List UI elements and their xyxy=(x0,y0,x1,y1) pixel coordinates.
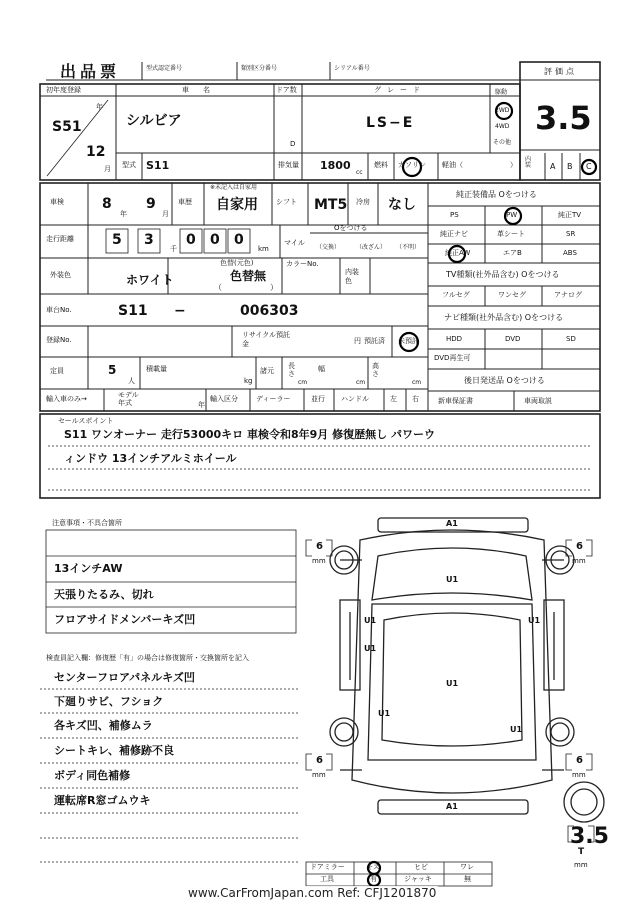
tv-title: TV種類(社外品含む) Oをつける xyxy=(446,270,560,279)
later-warranty: 新車保証書 xyxy=(438,397,473,405)
tv-oneseg: ワンセグ xyxy=(498,291,526,299)
person-unit: 人 xyxy=(128,377,135,385)
drive-2wd: 2WD xyxy=(495,107,510,114)
jack-absent: 無 xyxy=(464,875,471,883)
mileage-digit-1: 5 xyxy=(112,232,122,248)
tools-present: 有 xyxy=(370,875,377,883)
history-note: ※未記入は自家用 xyxy=(210,184,258,191)
tread-rear-left-unit: mm xyxy=(312,771,326,779)
recycle-label: リサイクル預託金 xyxy=(242,331,291,348)
score-label: 評価点 xyxy=(544,67,577,76)
sales-point-label: セールスポイント xyxy=(58,417,114,425)
mark-u1-roof: U1 xyxy=(446,679,459,688)
inspector-item-1: センターフロアパネルキズ凹 xyxy=(54,671,195,684)
drive-other: その他 xyxy=(493,139,512,146)
tv-analog: アナログ xyxy=(554,291,582,299)
navi-dvd: DVD xyxy=(505,335,521,343)
drive-label: 駆動 xyxy=(495,89,508,96)
door-unit: D xyxy=(290,140,296,148)
form-title: 出品票 xyxy=(60,62,121,81)
inspector-item-4: シートキレ、補修跡不良 xyxy=(54,744,175,757)
unknown-label: （不明） xyxy=(396,244,421,251)
first-reg-month: 12 xyxy=(86,144,106,160)
tread-front-left-unit: mm xyxy=(312,557,326,565)
right-handle: 右 xyxy=(412,395,419,403)
interior-c: C xyxy=(586,162,592,171)
import-label: 輸入車のみ→ xyxy=(46,395,87,403)
reg-no-label: 登録No. xyxy=(46,336,72,344)
history: 自家用 xyxy=(216,197,258,213)
handle-label: ハンドル xyxy=(341,395,369,403)
ac-label: 冷房 xyxy=(356,198,370,206)
tread-front-right: 6 xyxy=(576,541,583,552)
shaken-month: 9 xyxy=(146,196,156,212)
fuel-label: 燃料 xyxy=(374,161,388,169)
model-cert-label: 型式認定番号 xyxy=(146,65,183,72)
cm-unit-width: cm xyxy=(356,379,366,386)
sales-point-line2: ィンドウ 13インチアルミホイール xyxy=(64,452,237,465)
kg-unit: kg xyxy=(244,377,253,385)
chassis-dash: − xyxy=(174,303,186,319)
mark-u1-left-door: U1 xyxy=(364,644,377,653)
serial-label: シリアル番号 xyxy=(334,65,370,72)
repaint: 色替無 xyxy=(230,269,267,283)
shaken-year: 8 xyxy=(102,196,112,212)
exchange-label: （交換） xyxy=(316,244,341,251)
color-no-label: カラーNo. xyxy=(286,260,319,268)
genuine-leather: 革シート xyxy=(497,230,525,238)
mark-u1-left-front: U1 xyxy=(364,616,377,625)
mirror-broken: ワレ xyxy=(460,863,474,871)
shaken-label: 車検 xyxy=(50,198,64,206)
displacement-label: 排気量 xyxy=(278,161,299,169)
door-label: ドア数 xyxy=(276,86,297,94)
month-unit: 月 xyxy=(104,165,111,173)
grade-label: グレード xyxy=(374,86,426,94)
chassis-number: 006303 xyxy=(240,303,299,319)
mileage-mark-note: Oをつける xyxy=(334,224,368,232)
sales-point-line1: S11 ワンオーナー 走行53000キロ 車検令和8年9月 修復歴無し パワーウ xyxy=(64,428,435,441)
load-label: 積載量 xyxy=(146,365,167,373)
shaken-year-unit: 年 xyxy=(120,210,127,218)
paren-close: ） xyxy=(270,283,278,292)
model-label: 型式 xyxy=(122,161,136,169)
left-handle: 左 xyxy=(390,395,397,403)
navi-hdd: HDD xyxy=(446,335,463,343)
door-mirror-label: ドアミラー xyxy=(310,863,345,871)
capacity: 5 xyxy=(108,363,117,377)
interior-b: B xyxy=(567,162,573,171)
genuine-airbag: エアB xyxy=(503,249,522,257)
mileage-digit-3: 0 xyxy=(186,232,196,248)
ac: なし xyxy=(388,197,416,213)
grade: LS−E xyxy=(366,115,415,131)
inspector-item-3: 各キズ凹、補修ムラ xyxy=(54,719,153,732)
drive-4wd: 4WD xyxy=(495,123,510,130)
tread-spare: T xyxy=(578,847,585,857)
genuine-pw: PW xyxy=(506,211,518,219)
mirror-crack: ヒビ xyxy=(414,863,428,871)
tread-rear-right: 6 xyxy=(576,755,583,766)
deposited-label: 預託済 xyxy=(364,337,385,345)
year-unit: 年 xyxy=(96,103,103,111)
shift-label: シフト xyxy=(276,198,297,206)
first-reg-label: 初年度登録 xyxy=(46,86,81,94)
later-manual: 車両取説 xyxy=(524,397,552,405)
inspector-item-2: 下廻りサビ、フショク xyxy=(54,695,164,708)
fuel-gasoline: ガソリン xyxy=(398,161,426,169)
mark-u1-right-rear: U1 xyxy=(510,725,523,734)
import-type-label: 輸入区分 xyxy=(210,395,238,403)
dvd-playback-label: DVD再生可 xyxy=(434,354,471,362)
watermark-text: www.CarFromJapan.com Ref: CFJ1201870 xyxy=(188,886,437,900)
shift: MT5 xyxy=(314,197,348,213)
repaint-label: 色替(元色) xyxy=(220,259,254,267)
genuine-abs: ABS xyxy=(563,249,577,257)
inspector-label: 検査員記入欄：修復歴「有」の場合は修復箇所・交換箇所を記入 xyxy=(46,654,249,662)
thousand-unit: 千 xyxy=(170,245,177,253)
first-reg-year: S51 xyxy=(52,119,82,135)
model-year-unit: 年 xyxy=(198,401,205,409)
genuine-navi: 純正ナビ xyxy=(440,230,468,238)
model-year-label: モデル年式 xyxy=(118,391,139,407)
tread-spare-unit: mm xyxy=(574,861,588,869)
dims-label: 諸元 xyxy=(260,367,274,375)
genuine-tv: 純正TV xyxy=(558,211,582,219)
category-label: 類別区分番号 xyxy=(241,65,278,72)
note-item-3: フロアサイドメンバーキズ凹 xyxy=(54,613,196,626)
tread-rear-right-unit: mm xyxy=(572,771,586,779)
genuine-ps: PS xyxy=(450,211,459,219)
shaken-month-unit: 月 xyxy=(162,210,169,218)
height-label: 高さ xyxy=(372,362,379,378)
paren-open: （ xyxy=(214,283,222,292)
km-unit: km xyxy=(258,245,269,253)
navi-sd: SD xyxy=(566,335,576,343)
diagram-score: 3.5 xyxy=(570,824,609,849)
capacity-label: 定員 xyxy=(50,367,64,375)
mark-a1-rear: A1 xyxy=(446,802,458,811)
interior-a: A xyxy=(550,162,556,171)
tv-fullseg: フルセグ xyxy=(442,291,470,299)
inspector-item-5: ボディ同色補修 xyxy=(54,769,131,782)
tread-front-left: 6 xyxy=(316,541,323,552)
chassis-prefix: S11 xyxy=(118,303,148,319)
color: ホワイト xyxy=(126,273,174,287)
notes-label: 注意事項・不具合箇所 xyxy=(52,519,122,527)
width-label: 幅 xyxy=(318,365,325,373)
inspector-item-6: 運転席R窓ゴムウキ xyxy=(54,794,151,807)
cm-unit-height: cm xyxy=(412,379,422,386)
mileage-label: 走行距離 xyxy=(46,235,74,243)
overall-score: 3.5 xyxy=(535,99,592,137)
mileage-digit-4: 0 xyxy=(210,232,220,248)
mark-a1-front: A1 xyxy=(446,519,458,528)
car-name: シルビア xyxy=(126,113,182,129)
jack-label: ジャッキ xyxy=(404,875,432,883)
not-deposited-label: 未預託 xyxy=(398,337,419,345)
history-label: 車歴 xyxy=(178,198,192,206)
fuel-diesel: 軽油（ xyxy=(442,161,463,169)
genuine-aw: 純正AW xyxy=(445,249,471,257)
mark-u1-left-rear: U1 xyxy=(378,709,391,718)
navi-title: ナビ種類(社外品含む) Oをつける xyxy=(444,313,564,322)
mileage-digit-5: 0 xyxy=(234,232,244,248)
length-label: 長さ xyxy=(288,362,295,378)
recycle-unit: 円 xyxy=(354,337,361,345)
parallel-label: 並行 xyxy=(311,395,325,403)
tread-rear-left: 6 xyxy=(316,755,323,766)
interior-color-label: 内装色 xyxy=(345,268,359,285)
note-item-1: 13インチAW xyxy=(54,562,123,575)
later-title: 後日発送品 Oをつける xyxy=(464,376,545,385)
mark-u1-hood: U1 xyxy=(446,575,459,584)
dealer-label: ディーラー xyxy=(256,395,291,403)
genuine-title: 純正装備品 Oをつける xyxy=(456,190,537,199)
mile-label: マイル xyxy=(284,239,305,247)
car-name-label: 車名 xyxy=(182,86,224,94)
color-label: 外装色 xyxy=(50,271,71,279)
tools-label: 工具 xyxy=(320,875,334,883)
model-code: S11 xyxy=(146,159,170,172)
displacement: 1800 xyxy=(320,159,351,172)
cm-unit-length: cm xyxy=(298,379,308,386)
fuel-close: ） xyxy=(510,161,517,169)
cc-unit: cc xyxy=(356,169,363,176)
interior-label: 内装 xyxy=(525,156,532,169)
modified-label: （改ざん） xyxy=(356,244,387,251)
mark-u1-right-front: U1 xyxy=(528,616,541,625)
genuine-sr: SR xyxy=(566,230,576,238)
mileage-digit-2: 3 xyxy=(144,232,154,248)
tread-front-right-unit: mm xyxy=(572,557,586,565)
mirror-scratch: キズ xyxy=(366,863,380,871)
note-item-2: 天張りたるみ、切れ xyxy=(54,588,154,601)
chassis-label: 車台No. xyxy=(46,306,72,314)
